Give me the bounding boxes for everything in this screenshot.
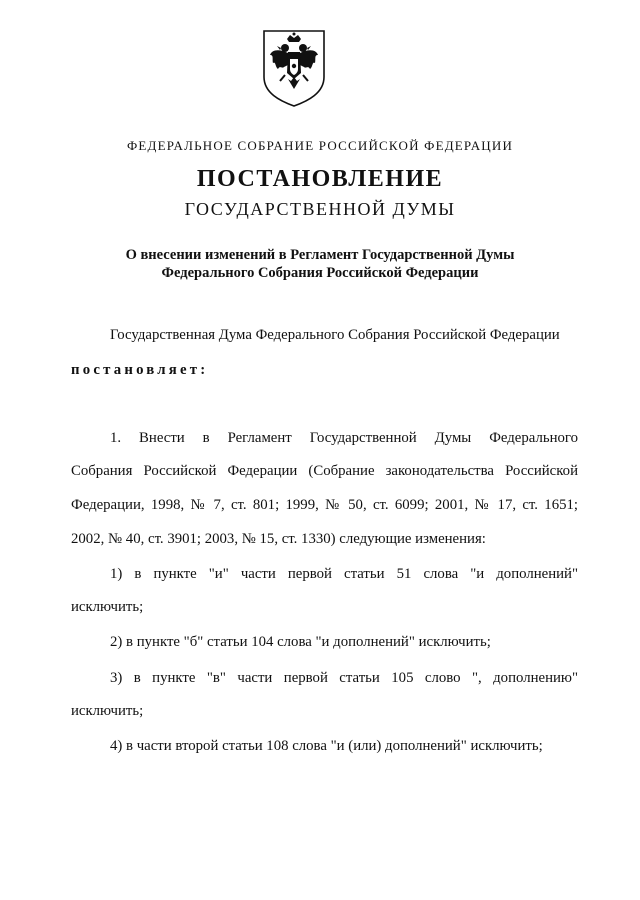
subitem-1-text: 1) в пункте "и" части первой статьи 51 слова "и дополнений": [110, 566, 578, 582]
subitem-3-text: 3) в пункте "в" части первой статьи 105 слово ", дополнению": [110, 670, 578, 686]
document-type: ПОСТАНОВЛЕНИЕ: [196, 166, 444, 192]
item-1-text: 2002, № 40, ст. 3901; 2003, № 15, ст. 1330) следующие изменения:: [71, 531, 486, 547]
item-1-text: Собрания Российской Федерации (Собрание законодательства Российской: [71, 463, 578, 479]
coat-of-arms-icon: [258, 25, 330, 109]
item-1-text: 1. Внести в Регламент Государственной Думы Федерального: [110, 430, 578, 446]
document-subject-line: О внесении изменений в Регламент Государственной Думы: [125, 247, 515, 263]
subitem-1-text: исключить;: [71, 599, 144, 615]
issuing-authority: ГОСУДАРСТВЕННОЙ ДУМЫ: [184, 199, 456, 219]
document-subject-line: Федерального Собрания Российской Федерации: [161, 265, 479, 281]
subitem-2-text: 2) в пункте "б" статьи 104 слова "и дополнений" исключить;: [110, 634, 491, 650]
subitem-3-text: исключить;: [71, 703, 144, 719]
item-1-text: Федерации, 1998, № 7, ст. 801; 1999, № 50, ст. 6099; 2001, № 17, ст. 1651;: [71, 497, 578, 513]
resolves-keyword: постановляет:: [71, 362, 209, 378]
organization-name: ФЕДЕРАЛЬНОЕ СОБРАНИЕ РОССИЙСКОЙ ФЕДЕРАЦИИ: [126, 138, 514, 153]
subitem-4-text: 4) в части второй статьи 108 слова "и (или) дополнений" исключить;: [110, 738, 543, 754]
preamble: Государственная Дума Федерального Собрания Российской Федерации: [110, 327, 560, 343]
